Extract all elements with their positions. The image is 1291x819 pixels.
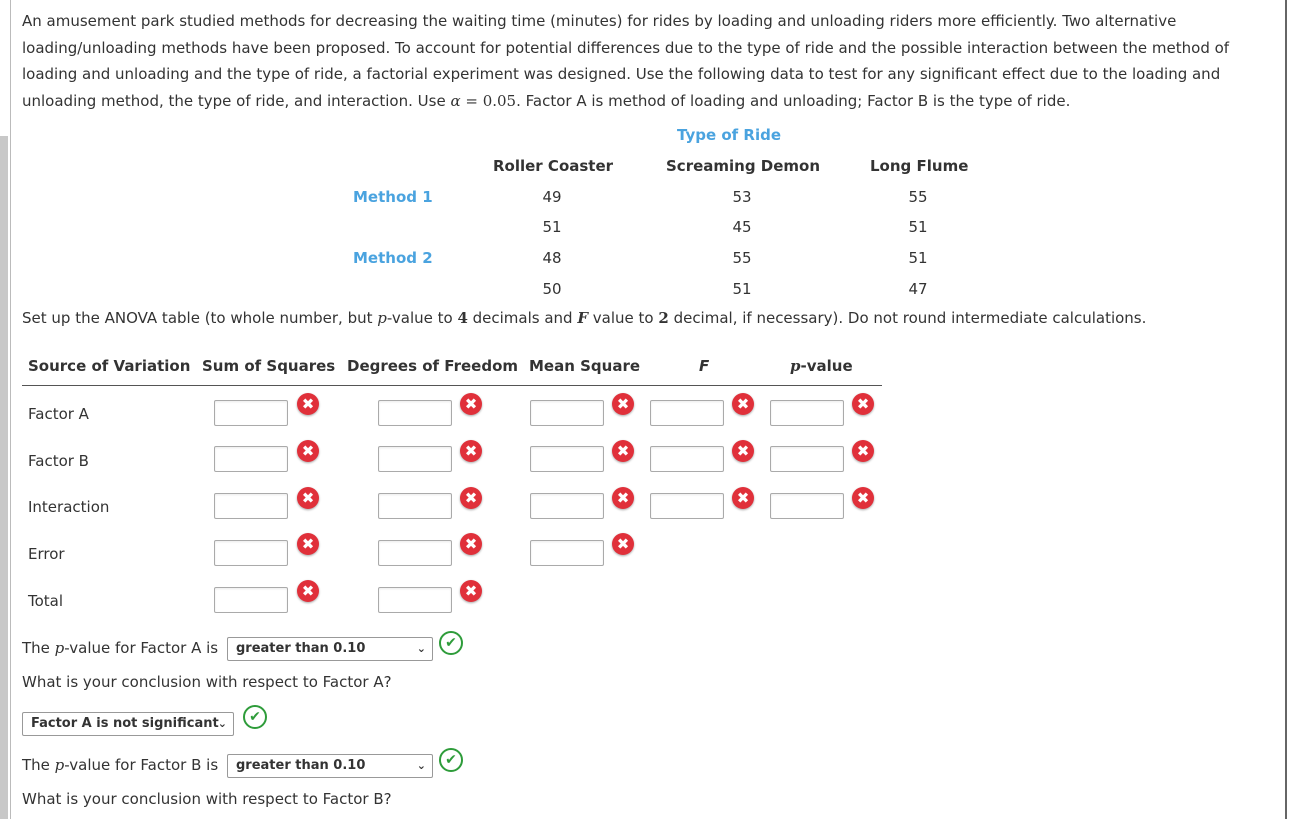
factor-b-p-input[interactable] (770, 446, 844, 472)
correct-icon: ✔ (439, 748, 463, 772)
header-pvalue: p-value (790, 357, 853, 375)
data-cell: 55 (908, 188, 928, 206)
data-cell: 45 (732, 218, 752, 236)
incorrect-icon: ✖ (460, 393, 482, 415)
row-label-factor-b: Factor B (28, 452, 89, 470)
header-rule (22, 385, 882, 386)
scrollbar-thumb[interactable] (0, 136, 8, 819)
data-cell: 50 (542, 280, 562, 298)
error-ms-input[interactable] (530, 540, 604, 566)
question-factor-a-pvalue: The p-value for Factor A is (22, 639, 219, 657)
incorrect-icon: ✖ (460, 440, 482, 462)
incorrect-icon: ✖ (297, 440, 319, 462)
incorrect-icon: ✖ (297, 533, 319, 555)
intro-text-end: . Factor A is method of loading and unloading; Factor B is the type of ride. (516, 91, 1071, 110)
alpha-equals: = (460, 91, 483, 110)
factor-a-f-input[interactable] (650, 400, 724, 426)
row-label-factor-a: Factor A (28, 405, 89, 423)
factor-b-pvalue-select[interactable]: greater than 0.10 ⌄ (227, 754, 433, 778)
content-left-border (10, 0, 11, 819)
total-ss-input[interactable] (214, 587, 288, 613)
col-screaming-demon: Screaming Demon (666, 157, 821, 175)
factor-a-df-input[interactable] (378, 400, 452, 426)
data-cell: 53 (732, 188, 752, 206)
data-cell: 51 (908, 249, 928, 267)
factor-b-f-input[interactable] (650, 446, 724, 472)
incorrect-icon: ✖ (297, 393, 319, 415)
col-long-flume: Long Flume (870, 157, 969, 175)
interaction-p-input[interactable] (770, 493, 844, 519)
header-f: F (699, 357, 710, 375)
factor-b-df-input[interactable] (378, 446, 452, 472)
chevron-down-icon: ⌄ (217, 717, 227, 730)
anova-instruction: Set up the ANOVA table (to whole number, but p-value to 4 decimals and F value to 2 decimal, if necessary). Do not round intermediate calculations. (22, 309, 1147, 327)
factor-a-pvalue-select[interactable]: greater than 0.10 ⌄ (227, 637, 433, 661)
factor-b-ms-input[interactable] (530, 446, 604, 472)
incorrect-icon: ✖ (612, 533, 634, 555)
alpha-symbol: α (450, 91, 461, 110)
interaction-ss-input[interactable] (214, 493, 288, 519)
incorrect-icon: ✖ (460, 533, 482, 555)
factor-a-ss-input[interactable] (214, 400, 288, 426)
header-source: Source of Variation (28, 357, 191, 375)
error-ss-input[interactable] (214, 540, 288, 566)
left-scrollbar (0, 0, 8, 819)
chevron-down-icon: ⌄ (416, 759, 426, 772)
data-cell: 47 (908, 280, 928, 298)
interaction-f-input[interactable] (650, 493, 724, 519)
incorrect-icon: ✖ (852, 393, 874, 415)
factor-b-ss-input[interactable] (214, 446, 288, 472)
incorrect-icon: ✖ (460, 487, 482, 509)
method-2-label: Method 2 (353, 249, 433, 267)
question-factor-b-pvalue: The p-value for Factor B is (22, 756, 219, 774)
intro-text: An amusement park studied methods for decreasing the waiting time (minutes) for rides by loading and unloading riders more efficiently. Two alternative loading/unloading methods have been proposed. To account for potential differences due to the type of ride and the possible interaction between the method of loading and unloading and the type of ride, a factorial experiment was designed. Use the following data to test for any significant effect due to the loading and unloading method, the type of ride, and interaction. Use (22, 12, 1230, 110)
content-right-border (1285, 0, 1287, 819)
header-df: Degrees of Freedom (347, 357, 519, 375)
data-cell: 51 (908, 218, 928, 236)
col-roller-coaster: Roller Coaster (493, 157, 614, 175)
header-ms: Mean Square (529, 357, 641, 375)
total-df-input[interactable] (378, 587, 452, 613)
incorrect-icon: ✖ (460, 580, 482, 602)
factor-a-ms-input[interactable] (530, 400, 604, 426)
type-of-ride-header: Type of Ride (677, 126, 782, 144)
question-factor-a-conclusion: What is your conclusion with respect to Factor A? (22, 673, 392, 691)
data-cell: 51 (542, 218, 562, 236)
chevron-down-icon: ⌄ (416, 642, 426, 655)
factor-a-conclusion-select[interactable]: Factor A is not significant ⌄ (22, 712, 234, 736)
alpha-value: 0.05 (482, 91, 517, 110)
interaction-df-input[interactable] (378, 493, 452, 519)
method-1-label: Method 1 (353, 188, 433, 206)
row-label-total: Total (28, 592, 64, 610)
incorrect-icon: ✖ (297, 580, 319, 602)
correct-icon: ✔ (243, 705, 267, 729)
factor-a-p-input[interactable] (770, 400, 844, 426)
question-factor-b-conclusion: What is your conclusion with respect to Factor B? (22, 790, 392, 808)
data-cell: 49 (542, 188, 562, 206)
incorrect-icon: ✖ (732, 393, 754, 415)
data-cell: 55 (732, 249, 752, 267)
row-label-error: Error (28, 545, 65, 563)
incorrect-icon: ✖ (612, 393, 634, 415)
incorrect-icon: ✖ (612, 487, 634, 509)
data-cell: 48 (542, 249, 562, 267)
incorrect-icon: ✖ (297, 487, 319, 509)
incorrect-icon: ✖ (852, 440, 874, 462)
incorrect-icon: ✖ (732, 440, 754, 462)
problem-statement (22, 8, 1262, 114)
incorrect-icon: ✖ (732, 487, 754, 509)
incorrect-icon: ✖ (612, 440, 634, 462)
data-cell: 51 (732, 280, 752, 298)
interaction-ms-input[interactable] (530, 493, 604, 519)
correct-icon: ✔ (439, 631, 463, 655)
header-ss: Sum of Squares (202, 357, 336, 375)
error-df-input[interactable] (378, 540, 452, 566)
incorrect-icon: ✖ (852, 487, 874, 509)
row-label-interaction: Interaction (28, 498, 110, 516)
